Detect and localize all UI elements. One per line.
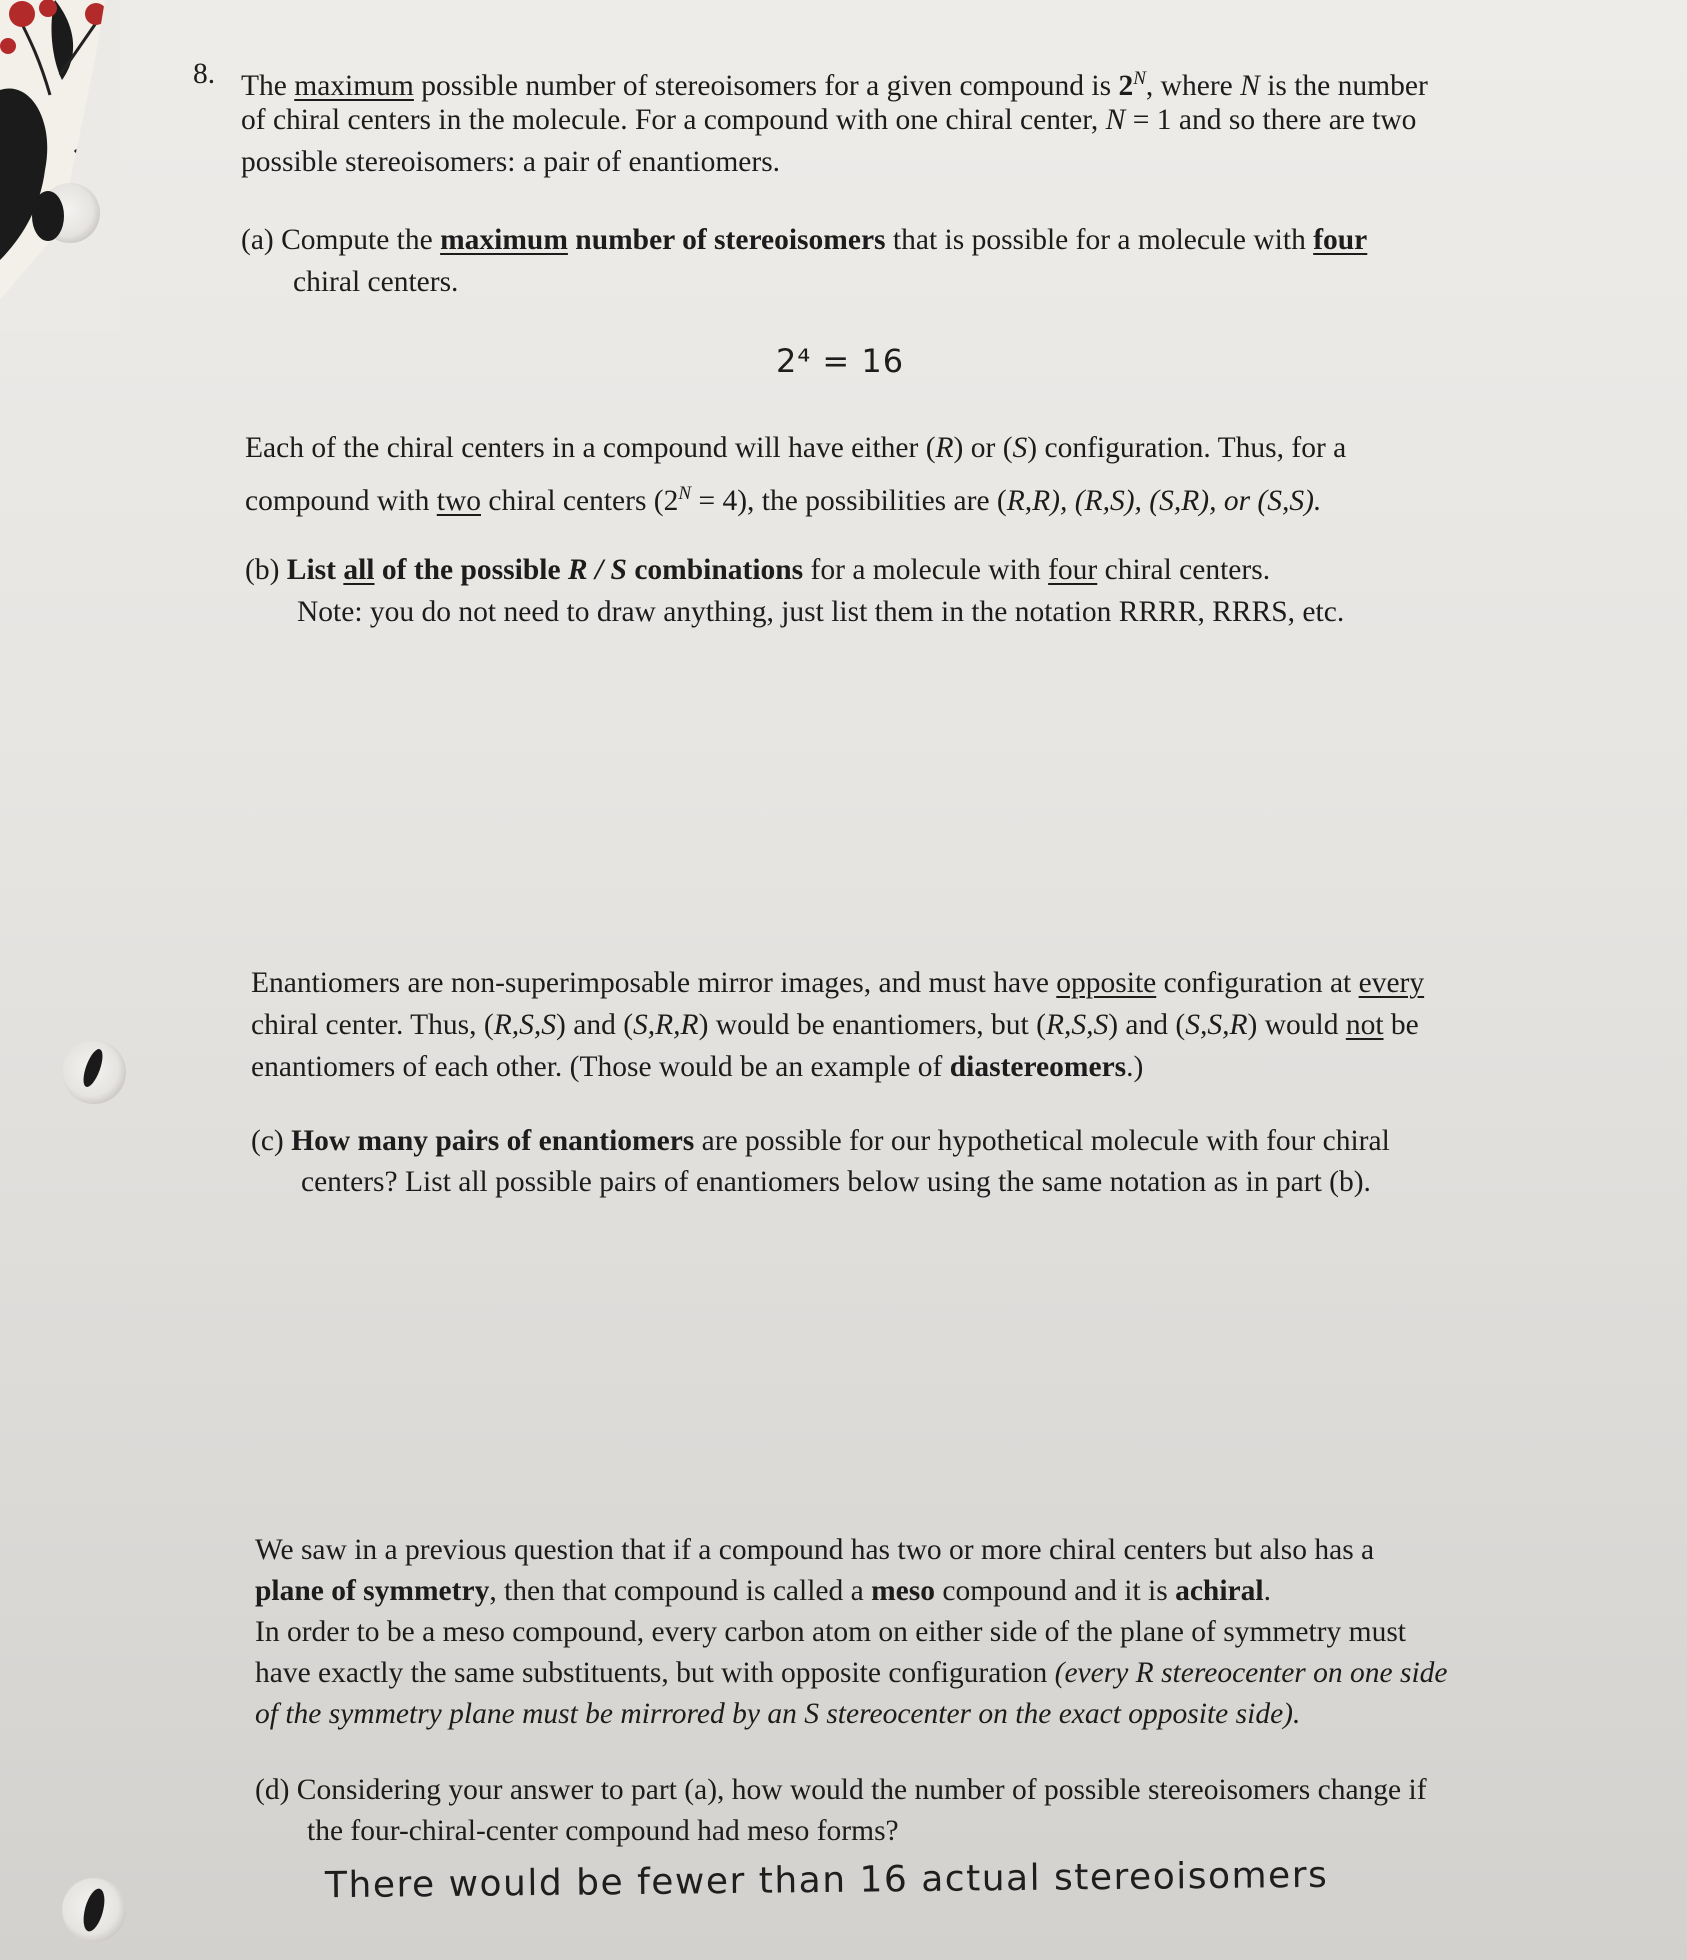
part-b-line-2: Note: you do not need to draw anything, just list them in the notation RRRR, RRRS, etc. (297, 596, 1345, 628)
part-b-line-1: (b) List all of the possible R / S combinations for a molecule with four chiral centers. (245, 554, 1271, 586)
handwritten-answer-a: 2⁴ = 16 (776, 342, 905, 380)
part-c-line-1: (c) How many pairs of enantiomers are possible for our hypothetical molecule with four chiral (251, 1125, 1390, 1157)
meso-note-line-3: In order to be a meso compound, every carbon atom on either side of the plane of symmetry must (255, 1616, 1406, 1648)
part-a-line-1: (a) Compute the maximum number of stereoisomers that is possible for a molecule with four (241, 224, 1368, 256)
meso-note-line-2: plane of symmetry, then that compound is called a meso compound and it is achiral. (255, 1575, 1271, 1607)
enantiomer-note-line-1: Enantiomers are non-superimposable mirror images, and must have opposite configuration at every (251, 967, 1425, 999)
intro-line-2: of chiral centers in the molecule. For a compound with one chiral center, N = 1 and so there are two (241, 104, 1417, 136)
handwritten-answer-d: There would be fewer than 16 actual stereoisomers (324, 1854, 1329, 1907)
part-a-line-2: chiral centers. (293, 266, 459, 298)
meso-note-line-1: We saw in a previous question that if a compound has two or more chiral centers but also has a (255, 1534, 1375, 1566)
floral-fabric-background (0, 0, 120, 330)
binder-hole-middle (62, 1040, 126, 1104)
intro-line-1: The maximum possible number of stereoisomers for a given compound is $2^N$, where N is the number (241, 68, 1428, 102)
fabric-pattern-illustration (0, 0, 120, 330)
explanation-line-2: compound with two chiral centers $(2^N = 4)$, the possibilities are (R,R), (R,S), (S,R), or (S,S). (245, 483, 1322, 517)
question-number: 8. (193, 58, 216, 90)
explanation-line-1: Each of the chiral centers in a compound will have either (R) or (S) configuration. Thus, for a (245, 432, 1347, 464)
meso-note-line-5: of the symmetry plane must be mirrored by an S stereocenter on the exact opposite side). (255, 1698, 1301, 1730)
part-d-line-1: (d) Considering your answer to part (a), how would the number of possible stereoisomers change if (255, 1774, 1427, 1806)
binder-hole-top (40, 183, 100, 243)
enantiomer-note-line-3: enantiomers of each other. (Those would be an example of diastereomers.) (251, 1051, 1144, 1083)
enantiomer-note-line-2: chiral center. Thus, (R,S,S) and (S,R,R) would be enantiomers, but (R,S,S) and (S,S,R) would not be (251, 1009, 1419, 1041)
meso-note-line-4: have exactly the same substituents, but with opposite configuration (every R stereocenter on one side (255, 1657, 1448, 1689)
part-c-line-2: centers? List all possible pairs of enantiomers below using the same notation as in part (b). (301, 1166, 1371, 1198)
binder-hole-bottom (62, 1878, 126, 1942)
intro-line-3: possible stereoisomers: a pair of enantiomers. (241, 146, 781, 178)
part-d-line-2: the four-chiral-center compound had meso forms? (307, 1815, 899, 1847)
